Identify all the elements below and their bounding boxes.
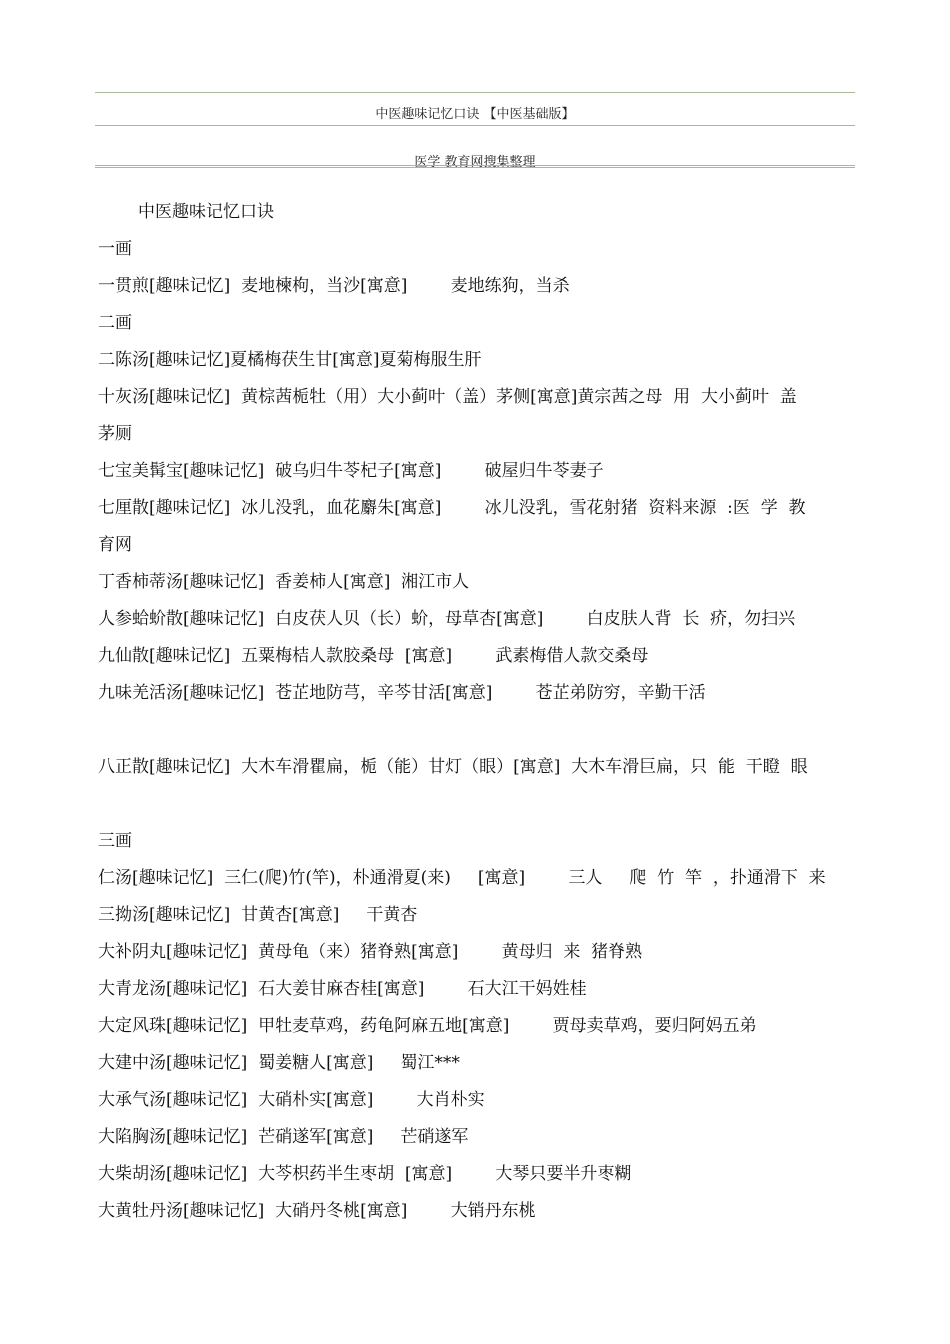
header-bottom-rule [95, 165, 855, 170]
text-line: 大陷胸汤[趣味记忆] 芒硝遂军[寓意] 芒硝遂军 [98, 1127, 469, 1147]
text-line: 九仙散[趣味记忆] 五粟梅桔人款胶桑母 [寓意] 武素梅借人款交桑母 [98, 646, 649, 666]
text-line: 大定风珠[趣味记忆] 甲牡麦草鸡，药龟阿麻五地[寓意] 贾母卖草鸡，要归阿妈五弟 [98, 1016, 757, 1036]
text-line: 育网 [98, 535, 132, 555]
text-line: 茅厕 [98, 424, 132, 444]
section-heading: 三画 [98, 831, 132, 851]
blank-line [98, 786, 854, 823]
document-source: 医学 教育网搜集整理 [414, 155, 536, 170]
text-line: 八正散[趣味记忆] 大木车滑瞿扁，栀（能）甘灯（眼）[寓意] 大木车滑巨扁，只 能 干瞪 眼 [98, 757, 808, 777]
document-title: 中医趣味记忆口诀 【中医基础版】 [375, 107, 575, 122]
text-line: 一贯煎[趣味记忆] 麦地楝枸，当沙[寓意] 麦地练狗，当杀 [98, 276, 570, 296]
document-body [98, 194, 854, 1230]
text-line: 大承气汤[趣味记忆] 大硝朴实[寓意] 大肖朴实 [98, 1090, 485, 1110]
text-line: 七宝美髯宝[趣味记忆] 破乌归牛苓杞子[寓意] 破屋归牛苓妻子 [98, 461, 604, 481]
blank-line [98, 712, 854, 749]
text-line: 二陈汤[趣味记忆]夏橘梅茯生甘[寓意]夏菊梅服生肝 [98, 350, 482, 370]
text-line: 大补阴丸[趣味记忆] 黄母龟（来）猪脊熟[寓意] 黄母归 来 猪脊熟 [98, 942, 643, 962]
header-divider-rule [95, 125, 855, 126]
text-line: 大柴胡汤[趣味记忆] 大芩枳药半生枣胡 [寓意] 大琴只要半升枣糊 [98, 1164, 632, 1184]
text-line: 大建中汤[趣味记忆] 蜀姜糖人[寓意] 蜀江*** [98, 1053, 460, 1073]
section-title: 中医趣味记忆口诀 [138, 202, 274, 222]
header-top-rule [95, 92, 855, 93]
text-line: 人参蛤蚧散[趣味记忆] 白皮茯人贝（长）蚧，母草杏[寓意] 白皮肤人背 长 疥，勿扫兴 [98, 609, 796, 629]
text-line: 丁香柿蒂汤[趣味记忆] 香姜柿人[寓意] 湘江市人 [98, 572, 470, 592]
text-line: 大青龙汤[趣味记忆] 石大姜甘麻杏桂[寓意] 石大江干妈姓桂 [98, 979, 587, 999]
text-line: 大黄牡丹汤[趣味记忆] 大硝丹冬桃[寓意] 大销丹东桃 [98, 1201, 536, 1221]
section-heading: 二画 [98, 313, 132, 333]
text-line: 九味羌活汤[趣味记忆] 苍芷地防芎，辛芩甘活[寓意] 苍芷弟防穷，辛勤干活 [98, 683, 706, 703]
text-line: 仁汤[趣味记忆] 三仁(爬)竹(竿)，朴通滑夏(来) [寓意] 三人 爬 竹 竿 ，扑通滑下 来 [98, 868, 826, 888]
text-line: 七厘散[趣味记忆] 冰儿没乳，血花麝朱[寓意] 冰儿没乳，雪花射猪 资料来源 :医 学 教 [98, 498, 806, 518]
text-line: 三拗汤[趣味记忆] 甘黄杏[寓意] 干黄杏 [98, 905, 418, 925]
section-heading: 一画 [98, 239, 132, 259]
text-line: 十灰汤[趣味记忆] 黄棕茜栀牡（用）大小蓟叶（盖）茅侧[寓意]黄宗茜之母 用 大小蓟叶 盖 [98, 387, 797, 407]
